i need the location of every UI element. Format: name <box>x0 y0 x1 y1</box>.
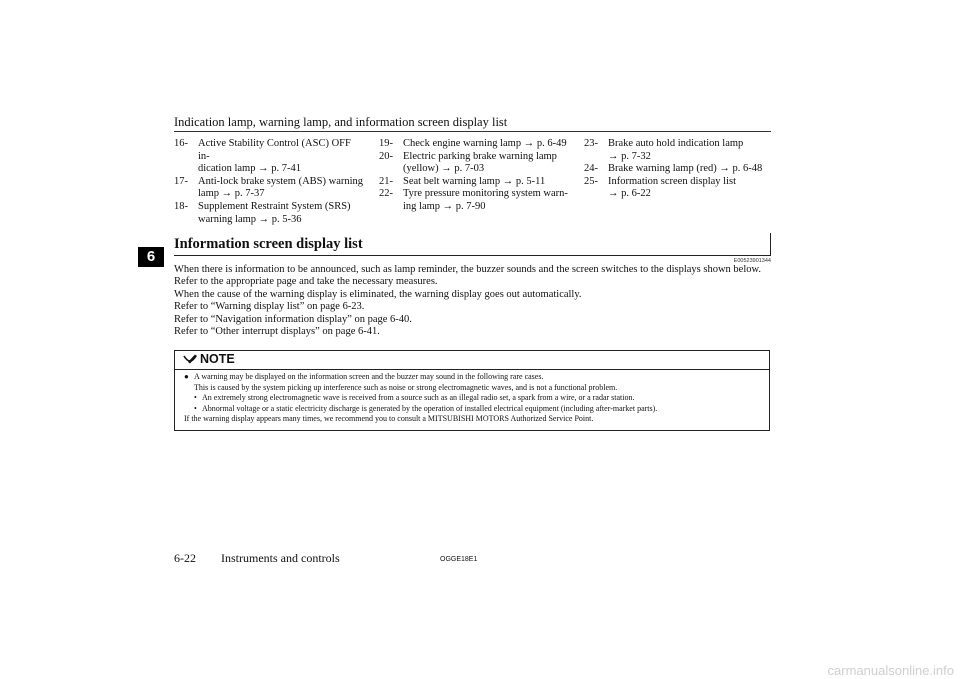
note-sub-item <box>184 393 763 404</box>
pencil-note-icon <box>182 353 198 367</box>
body-paragraph: Refer to “Warning display list” on page 6-23. <box>174 301 365 313</box>
watermark: carmanualsonline.info <box>827 663 954 678</box>
item-text: Brake warning lamp (red) → p. 6-48 <box>608 163 763 175</box>
footer-doc-code: OGGE18E1 <box>440 556 478 563</box>
list-item <box>174 176 364 201</box>
note-closing: If the warning display appears many times, we recommend you to consult a MITSUBISHI MOTORS Authorized Service Point. <box>184 414 594 424</box>
note-sub-item <box>184 404 763 415</box>
item-text: Anti-lock brake system (ABS) warning lamp → p. 7-37 <box>198 175 364 200</box>
list-item <box>174 201 364 226</box>
section-title: Information screen display list <box>174 236 363 252</box>
body-paragraph: Refer to “Other interrupt displays” on page 6-41. <box>174 326 380 338</box>
item-number: 16- <box>174 138 188 149</box>
note-sub-text: Abnormal voltage or a static electricity discharge is generated by the operation of installed electrical equipment (including after-market parts). <box>202 403 658 413</box>
item-number: 20- <box>379 150 393 162</box>
list-item <box>379 138 569 151</box>
list-item <box>584 176 774 201</box>
item-text: Active Stability Control (ASC) OFF in- dication lamp → p. 7-41 <box>198 138 351 175</box>
item-number: 21- <box>379 175 393 187</box>
dot-icon: • <box>194 393 197 403</box>
section-rule <box>174 255 771 256</box>
item-number: 19- <box>379 138 393 149</box>
note-box <box>174 350 770 431</box>
item-text: Seat belt warning lamp → p. 5-11 <box>403 175 546 187</box>
list-item <box>584 163 774 176</box>
dot-icon: • <box>194 403 197 413</box>
item-number: 18- <box>174 200 188 212</box>
body-paragraph: When there is information to be announced, such as lamp reminder, the buzzer sounds and the screen switches to the displays shown below. <box>174 264 762 275</box>
item-text: Information screen display list → p. 6-22 <box>608 175 737 200</box>
note-body <box>184 372 763 425</box>
note-bullet <box>184 372 763 383</box>
section-code: E00523901344 <box>733 258 771 264</box>
body-text <box>174 264 771 338</box>
item-number: 22- <box>379 188 393 200</box>
section-rule-tick <box>770 233 771 255</box>
footer-chapter-title: Instruments and controls <box>221 551 340 565</box>
body-paragraph: Refer to the appropriate page and take the necessary measures. <box>174 276 438 288</box>
body-paragraph: When the cause of the warning display is eliminated, the warning display goes out automatically. <box>174 288 582 300</box>
item-text: Check engine warning lamp → p. 6-49 <box>403 138 567 149</box>
running-header: Indication lamp, warning lamp, and information screen display list <box>174 115 508 129</box>
list-item <box>379 151 569 176</box>
list-item <box>379 176 569 189</box>
lamp-list-column-2 <box>379 138 569 214</box>
item-text: Electric parking brake warning lamp (yellow) → p. 7-03 <box>403 150 557 175</box>
note-bullet-text: A warning may be displayed on the information screen and the buzzer may sound in the following rare cases. <box>194 372 544 381</box>
list-item <box>379 188 569 213</box>
bullet-icon: ● <box>184 372 189 381</box>
list-item <box>584 138 774 163</box>
header-rule <box>174 131 771 132</box>
item-number: 24- <box>584 163 598 175</box>
page-number: 6-22 <box>174 551 196 565</box>
body-paragraph: Refer to “Navigation information display” on page 6-40. <box>174 313 412 325</box>
note-label: NOTE <box>200 352 235 366</box>
chapter-tab: 6 <box>138 247 164 267</box>
item-text: Supplement Restraint System (SRS) warning lamp → p. 5-36 <box>198 200 351 225</box>
note-header <box>175 351 769 370</box>
lamp-list-column-3 <box>584 138 774 201</box>
item-text: Brake auto hold indication lamp → p. 7-32 <box>608 138 744 162</box>
item-number: 17- <box>174 175 188 187</box>
lamp-list-column-1 <box>174 138 364 226</box>
note-sub-text: An extremely strong electromagnetic wave is received from a source such as an illegal radio set, a spark from a wire, or a radar station. <box>202 393 635 403</box>
item-number: 23- <box>584 138 598 149</box>
note-line: This is caused by the system picking up interference such as noise or strong electromagnetic waves, and is not a functional problem. <box>194 382 618 392</box>
item-text: Tyre pressure monitoring system warn- ing lamp → p. 7-90 <box>403 188 568 212</box>
list-item <box>174 138 364 176</box>
item-number: 25- <box>584 175 598 187</box>
